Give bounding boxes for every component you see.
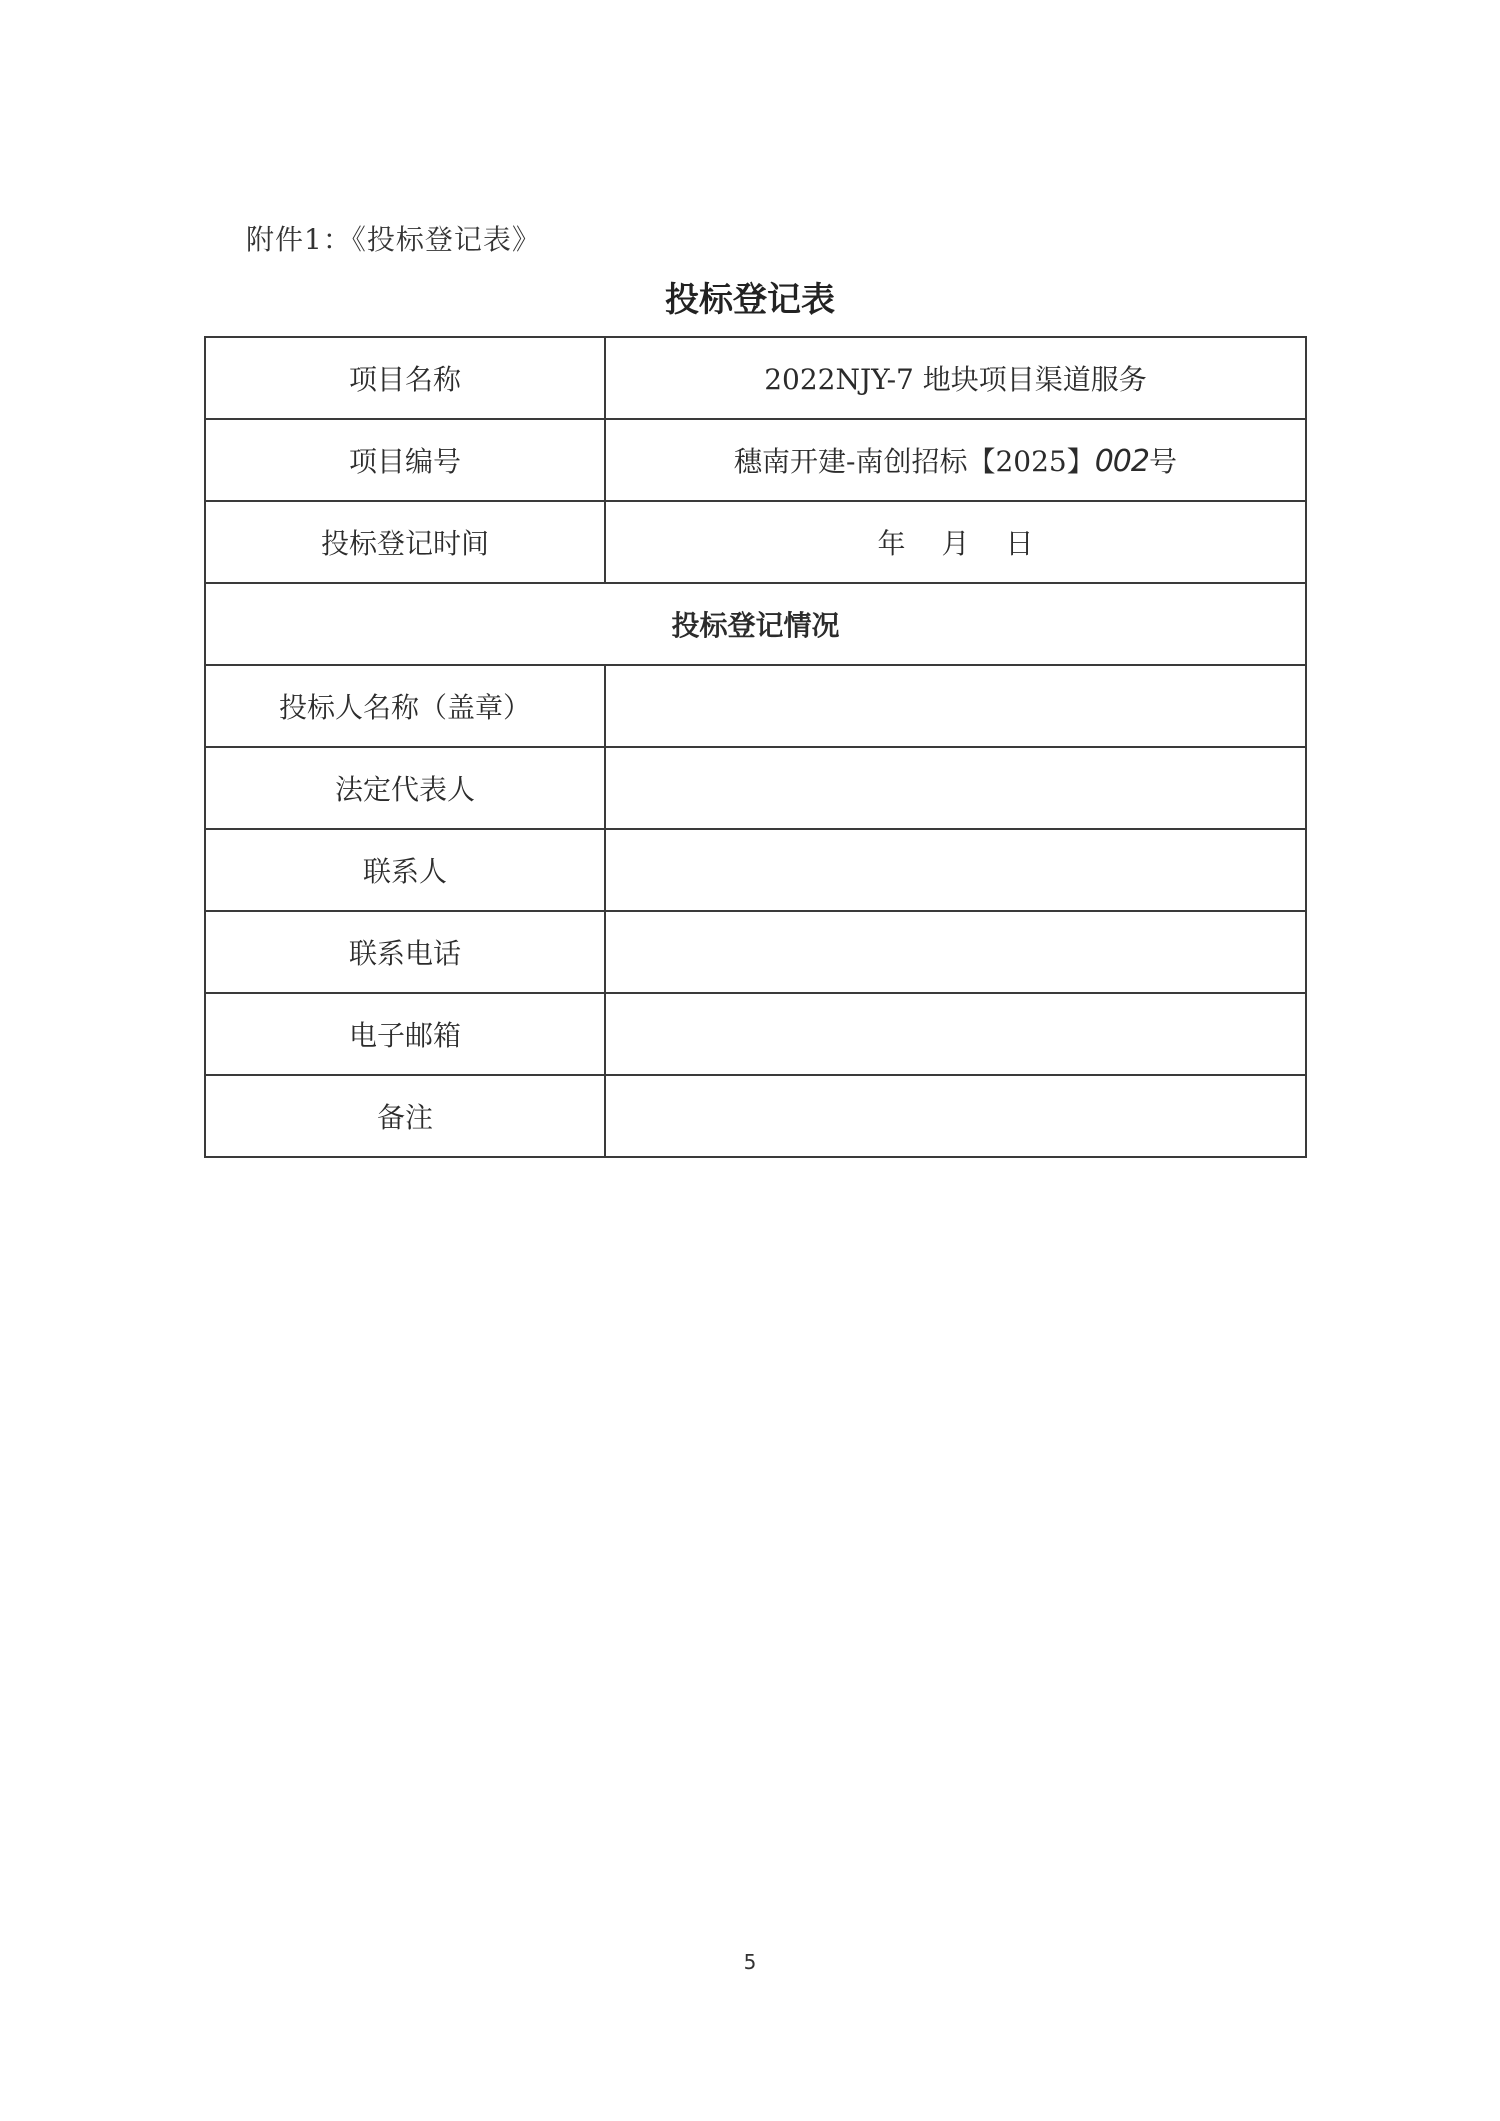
date-day: 日 [1005, 527, 1034, 560]
table-row [205, 419, 1306, 501]
email-label: 电子邮箱 [205, 993, 605, 1075]
date-year: 年 [877, 527, 906, 560]
contact-person-field[interactable] [605, 829, 1306, 911]
table-row [205, 501, 1306, 583]
page-number: 5 [743, 1950, 757, 1974]
table-row [205, 583, 1306, 665]
legal-representative-field[interactable] [605, 747, 1306, 829]
table-row [205, 829, 1306, 911]
table-row [205, 337, 1306, 419]
legal-representative-label: 法定代表人 [205, 747, 605, 829]
table-row [205, 747, 1306, 829]
document-title: 投标登记表 [665, 280, 835, 320]
bidder-name-label: 投标人名称（盖章） [205, 665, 605, 747]
bidder-name-field[interactable] [605, 665, 1306, 747]
contact-phone-label: 联系电话 [205, 911, 605, 993]
attachment-note: 附件1：《投标登记表》 [246, 223, 541, 256]
registration-time-label: 投标登记时间 [205, 501, 605, 583]
table-row [205, 1075, 1306, 1157]
registration-table [204, 336, 1307, 1158]
project-name-label: 项目名称 [205, 337, 605, 419]
contact-phone-field[interactable] [605, 911, 1306, 993]
remarks-field[interactable] [605, 1075, 1306, 1157]
date-month: 月 [941, 527, 970, 560]
project-number-label: 项目编号 [205, 419, 605, 501]
email-field[interactable] [605, 993, 1306, 1075]
section-heading: 投标登记情况 [205, 583, 1306, 665]
registration-time-field[interactable] [605, 501, 1306, 583]
table-row [205, 993, 1306, 1075]
table-row [205, 665, 1306, 747]
project-number-suffix: 号 [1148, 445, 1177, 478]
table-row [205, 911, 1306, 993]
project-number-prefix: 穗南开建-南创招标【2025】 [733, 445, 1095, 478]
project-number-handwritten: 002 [1094, 444, 1149, 479]
remarks-label: 备注 [205, 1075, 605, 1157]
project-name-value: 2022NJY-7 地块项目渠道服务 [605, 337, 1306, 419]
project-number-value [605, 419, 1306, 501]
contact-person-label: 联系人 [205, 829, 605, 911]
